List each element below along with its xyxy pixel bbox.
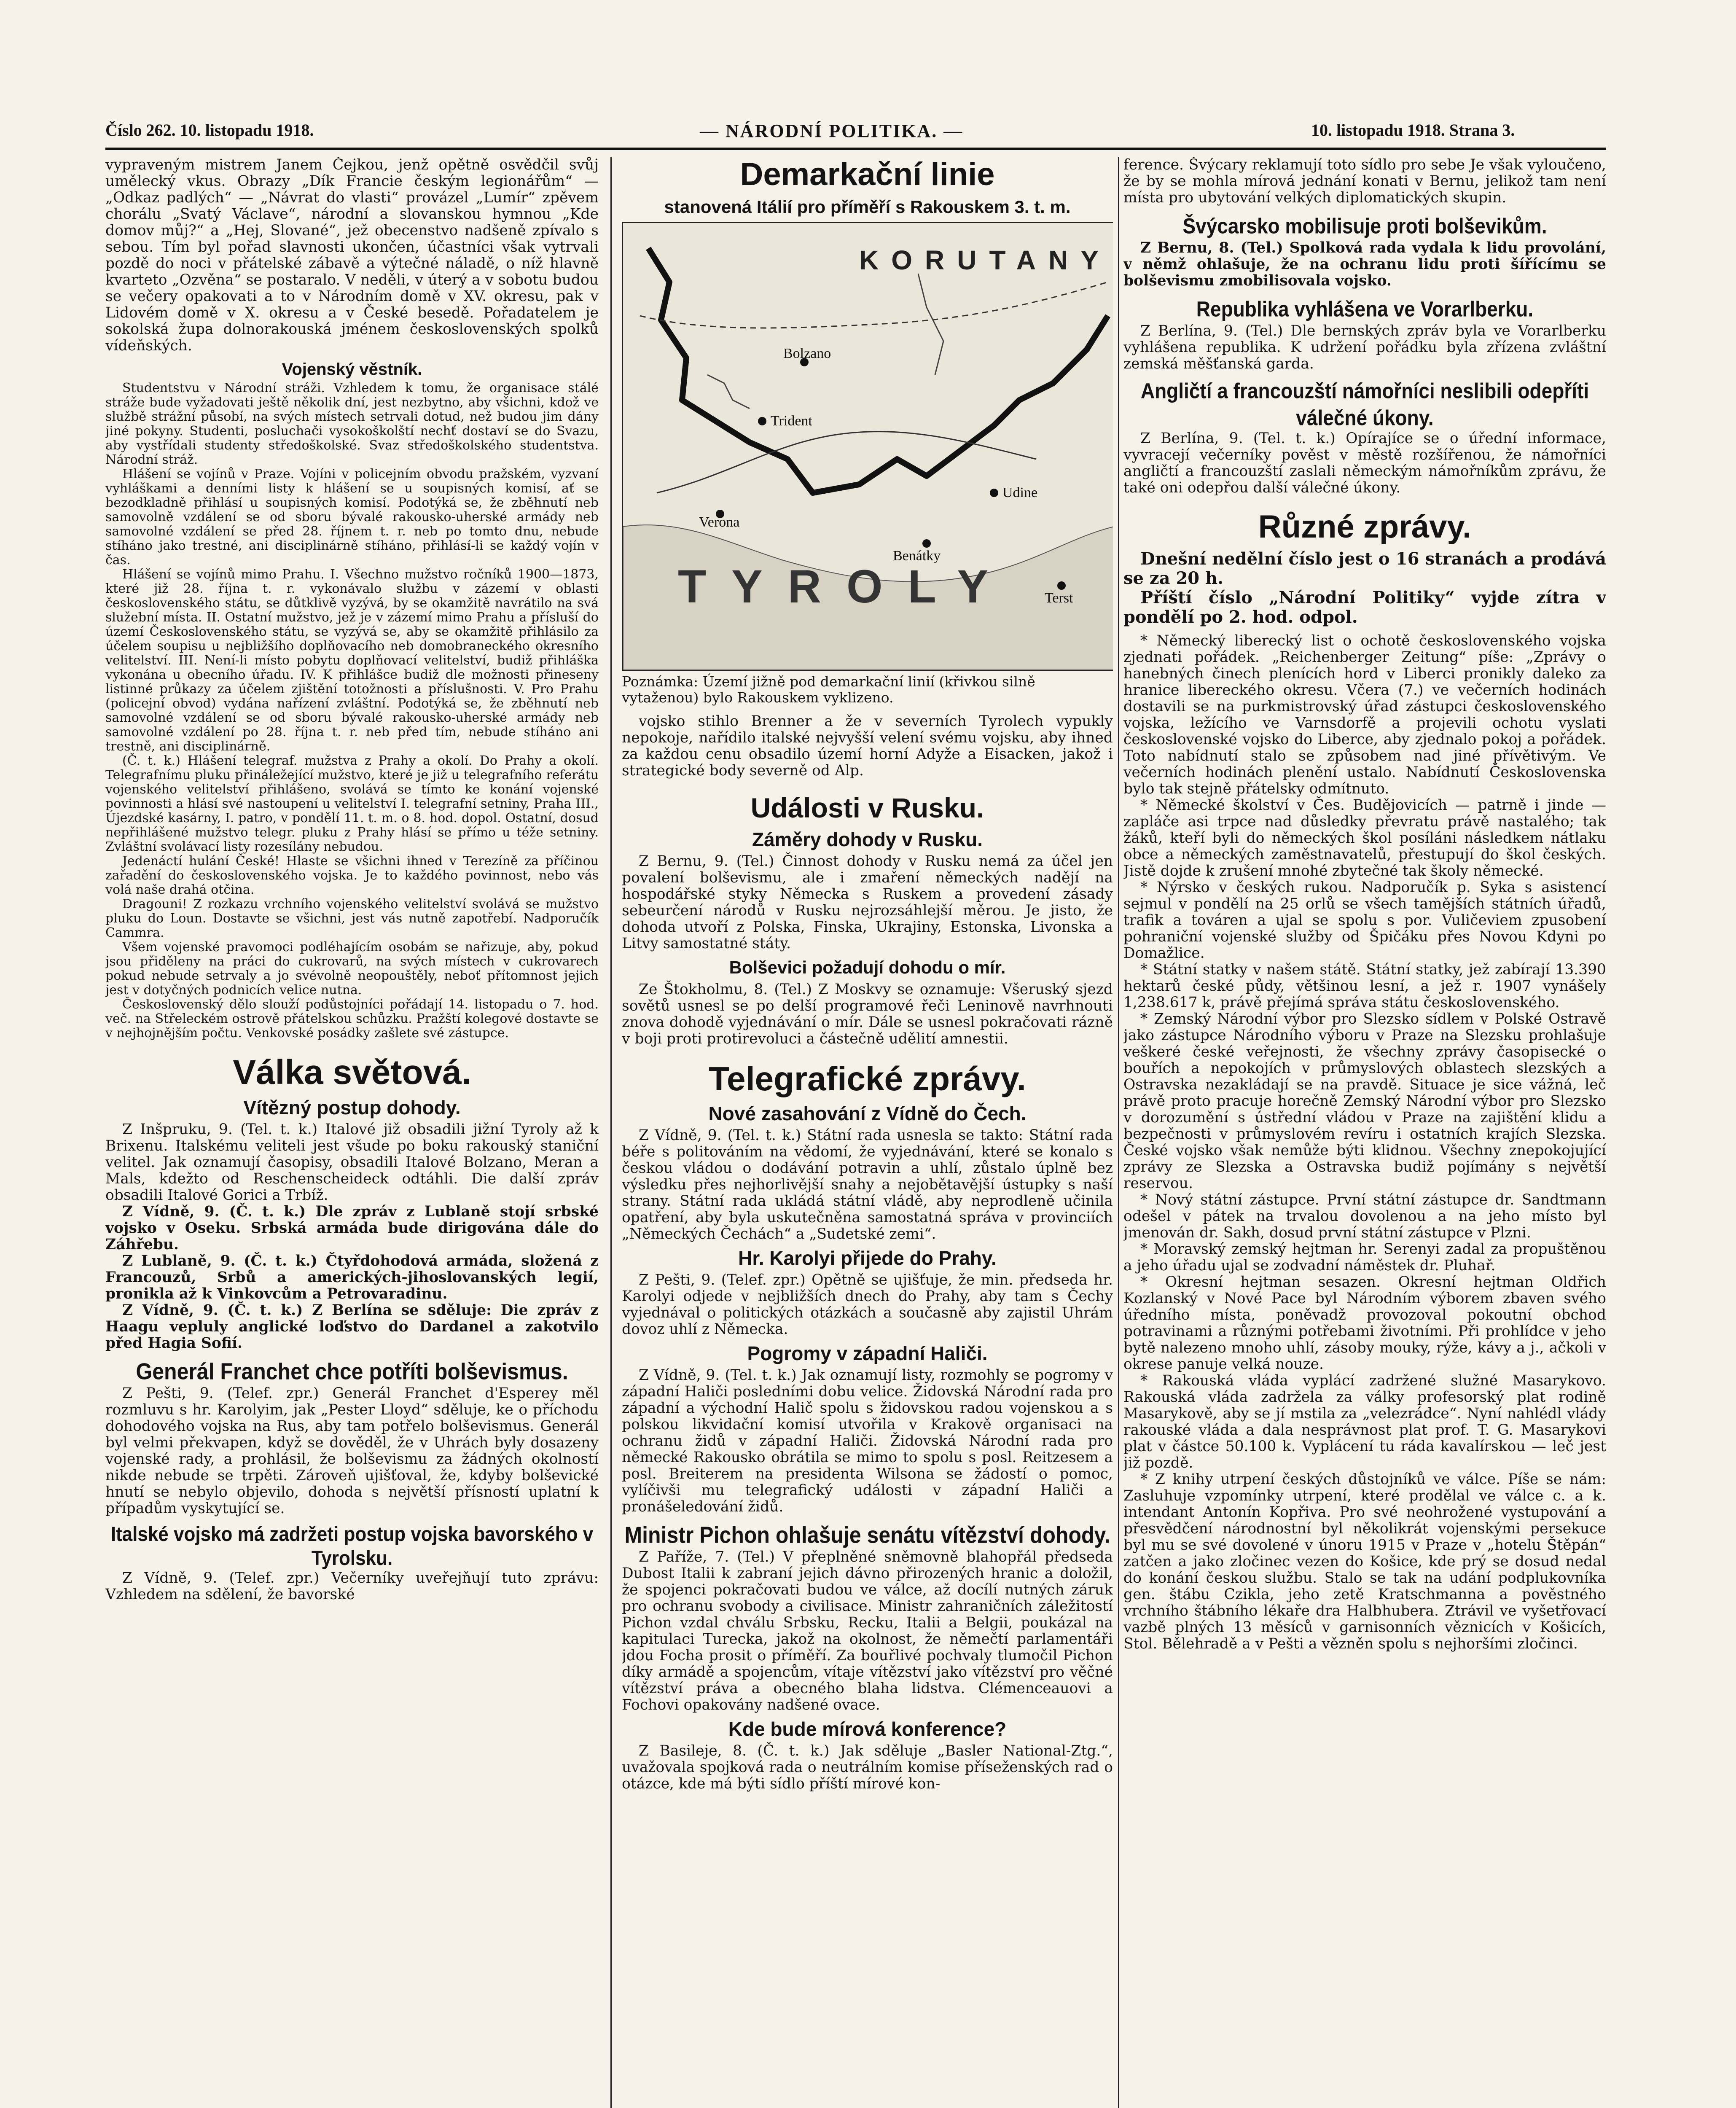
column-divider-2 [1118, 157, 1119, 2108]
article-paragraph: Z Vídně, 9. (Č. t. k.) Dle zpráv z Lublaně stojí srbské vojsko v Oseku. Srbská armáda bude dirigována dále do Záhřebu. [105, 1203, 599, 1253]
section-heading-vojensky-vestnik: Vojenský věstník. [282, 360, 422, 379]
headline-italske-vojsko: Italské vojsko má zadržeti postup vojska bavorského v Tyrolsku. [110, 1522, 594, 1570]
article-paragraph: Z Vídně, 9. (Tel. t. k.) Jak oznamují listy, rozmohly se pogromy v západní Haliči posledními dobu velice. Židovská Národní rada pro západní a východní Halič spolu s židovskou radou vojenskou a s polskou likvidační komisí utvořila v Krakově organisaci na ochranu židů v západní Haliči. Židovská Národní rada pro německé Rakousko obrátila se mimo to spolu s posl. Reitzesem a posl. Breiterem na presidenta Wilsona se žádostí o pomoc, vylíčivši mu telegrafický události v západní Haliči a pronášeledování židů. [622, 1367, 1113, 1515]
column-3 [1123, 157, 1606, 2108]
demarcation-line-map [622, 222, 1113, 671]
map-label: KORUTANY [859, 245, 1111, 275]
article-paragraph: Z Vídně, 9. (Č. t. k.) Z Berlína se sděluje: Die zpráv z Haagu vepluly anglické loďstvo do Dardanel a zakotvilo před Hagia Sofií. [105, 1302, 599, 1352]
subheading-karolyi: Hr. Karolyi přijede do Prahy. [738, 1247, 997, 1269]
article-paragraph: Z Pešti, 9. (Telef. zpr.) Opětně se ujišťuje, že min. předseda hr. Karolyi odjede v nejbližších dnech do Prahy, aby tam s Čechy vyjednával o politických otázkách a současně aby zajistil Uhrám dovoz uhlí z Německa. [622, 1272, 1113, 1338]
map-label: Terst [1045, 590, 1073, 606]
subheading-nove-zasahovani: Nové zasahování z Vídně do Čech. [708, 1102, 1027, 1124]
headline-ministr-pichon: Ministr Pichon ohlašuje senátu vítězství dohody. [624, 1522, 1110, 1548]
article-paragraph: Z Berlína, 9. (Tel. t. k.) Opírajíce se o úřední informace, vyvracejí večerníky pověst v městě rozšířenou, že námořníci angličtí a francouzští zaslali německým námořníkům zprávu, že také oni odepřou další válečné úkony. [1123, 430, 1606, 496]
masthead-rule [105, 148, 1606, 150]
notice-paragraph: Dragouni! Z rozkazu vrchního vojenského velitelství svolává se mužstvo pluku do Loun. Dostavte se všichni, jest vás nutně zapotřebí. Nadporučík Cammra. [105, 897, 599, 940]
article-paragraph: * Okresní hejtman sesazen. Okresní hejtman Oldřich Kozlanský v Nové Pace byl Národním výborem zbaven svého úředního místa, poněvadž provozoval pokoutní obchod potravinami a různými potřebami životními. Při prohlídce v jeho bytě nalezeno mnoho uhlí, zásoby mouky, rýže, kávy a j., ačkoli v okrese panuje velká nouze. [1123, 1274, 1606, 1373]
section-heading-ruzne-zpravy: Různé zprávy. [1258, 509, 1472, 545]
article-paragraph: * Nový státní zástupce. První státní zástupce dr. Sandtmann odešel v pátek na trvalou dovolenou a na jeho místo byl jmenován dr. Sakh, dosud první státní zástupce v Plzni. [1123, 1191, 1606, 1241]
article-paragraph: vojsko stihlo Brenner a že v severních Tyrolech vypukly nepokoje, nařídilo italské nejvyšší velení svému vojsku, aby ihned za každou cenu obsadilo území horní Adyže a Eisacken, jakož i strategické body severně od Alp. [622, 713, 1113, 779]
notice-issue-pages: Dnešní nedělní číslo jest o 16 stranách a prodává se za 20 h. [1123, 549, 1606, 588]
subheading-bolsevici: Bolševici požadují dohodu o mír. [729, 957, 1006, 977]
article-paragraph: Z Lublaně, 9. (Č. t. k.) Čtyřdohodová armáda, složená z Francouzů, Srbů a amerických-jihoslovanských legií, pronikla až k Vinkovcům a Petrovaradinu. [105, 1253, 599, 1302]
article-paragraph: * Zemský Národní výbor pro Slezsko sídlem v Polské Ostravě jako zástupce Národního výboru v Praze na Slezsku prohlašuje veškeré české veřejnosti, že všechny zprávy časopisecké o bouřích a nepokojích v průmyslových oblastech slezských a Ostravska nezakládají se na pravdě. Situace je sice vážná, leč právě proto pracuje horečně Zemský Národní výbor pro Slezsko v dorozumění s ústřední vládou v Praze na zajištění klidu a bezpečnosti v průmyslovém revíru i ostatních krajích Slezska. České vojsko však nemůže býti klidnou. Všechny znepokojující zprávy ze Slezska a Ostravska budiž pojímány s největší reservou. [1123, 1011, 1606, 1192]
headline-vorarlberk: Republika vyhlášena ve Vorarlberku. [1196, 297, 1534, 321]
notice-paragraph: Hlášení se vojínů mimo Prahu. I. Všechno mužstvo ročníků 1900—1873, které již 28. října t. r. vykonávalo službu v zázemí v oblasti československého státu, se důtklivě vyzývá, by se okamžitě navrátilo na svá služební místa. II. Ostatní mužstvo, jež je v zázemí mimo Prahu a přísluší do území Československého státu, se vyzývá se, aby se okamžitě přihlásilo za účelem soupisu u nejbližšího doplňovacího neb domobraneckého okresního velitelství. III. Není-li místo pobytu doplňovací velitelství, budiž přihláška vykonána u obecního úřadu. IV. K přihlášce budiž dle možnosti přineseny listinné průkazy za účelem zjištění totožnosti a příslušnosti. V. Pro Prahu (policejní obvod) vydána nařízení zvláštní. Podotýká se, že zběhnutí neb samovolné vzdálení se od sboru bývalé rakousko-uherské armády neb samovolné vzdálení po 28. října t. r. neb před tím, nebude stíháno ani trestně, ani disciplinárně. [105, 567, 599, 754]
section-heading-telegraficke-zpravy: Telegrafické zprávy. [709, 1060, 1026, 1097]
map-label: Udine [1002, 485, 1038, 500]
column-2 [622, 157, 1113, 2108]
article-paragraph: Z Vídně, 9. (Tel. t. k.) Státní rada usnesla se takto: Státní rada béře s politováním na vědomí, že vyjednávání, které se konalo s českou vládou o dodávání potravin a uhlí, zůstalo úplně bez výsledku přes nejhorlivější snahy a nejobětavější ústupky s naší strany. Státní rada ukládá státní vládě, aby neprodleně učinila opatření, aby byla uskutečněna samostatná správa v provinciích „Německých Čechách“ a „Sudetské zemi“. [622, 1127, 1113, 1242]
article-paragraph: Z Vídně, 9. (Telef. zpr.) Večerníky uveřejňují tuto zprávu: Vzhledem na sdělení, že bavorské [105, 1570, 599, 1603]
page-date-number: 10. listopadu 1918. Strana 3. [1311, 121, 1515, 140]
article-paragraph: Z Bernu, 8. (Tel.) Spolková rada vydala k lidu provolání, v němž ohlašuje, že na ochranu lidu proti šířícímu se bolševismu zmobilisovala vojsko. [1123, 239, 1606, 289]
notice-paragraph: Studentstvu v Národní stráži. Vzhledem k tomu, že organisace stálé stráže bude vyžadovati ještě několik dní, jest nezbytno, aby všichni, kdož ve službě strážní působí, na svých místech setrvali dotud, než budou jim dány jiné pokyny. Studenti, posluchači vysokoškolští nechť dostaví se do Svazu, aby vystřídali studenty středoškolské. Svaz středoškolského studentstva. Národní stráž. [105, 381, 599, 467]
headline-general-franchet: Generál Franchet chce potříti bolševismus. [136, 1358, 568, 1385]
subheading-mirova-konference: Kde bude mírová konference? [728, 1718, 1007, 1740]
article-paragraph: Z Bernu, 9. (Tel.) Činnost dohody v Rusku nemá za účel jen povalení bolševismu, ale i zmaření německých nadějí na hospodářské styky Německa s Ruskem a provedení zásady sebeurčení národů v Rusku nejrozsáhlejší měrou. Je jisto, že dohoda utvoří z Polska, Finska, Ukrajiny, Estonska, Livonska a Litvy samostatné státy. [622, 853, 1113, 952]
article-paragraph: * Státní statky v našem státě. Státní statky, jež zabírají 13.390 hektarů české půdy, většinou lesní, a jež r. 1907 vynášely 1,238.617 k, právě přejímá správa státu československého. [1123, 961, 1606, 1011]
notice-next-issue: Příští číslo „Národní Politiky“ vyjde zítra v pondělí po 2. hod. odpol. [1123, 588, 1606, 627]
subheading-zamery-dohody: Záměry dohody v Rusku. [752, 828, 983, 850]
column-1 [105, 157, 599, 2108]
map-caption: Poznámka: Území jižně pod demarkační linií (křivkou silně vytaženou) bylo Rakouskem vyklizeno. [622, 673, 1035, 706]
notice-paragraph: Československý dělo slouží podůstojníci pořádají 14. listopadu o 7. hod. več. na Střeleckém ostrově přátelskou schůzku. Pražští kolegové dostavte se v nejhojnějším počtu. Venkovské posádky zašlete své zástupce. [105, 997, 599, 1041]
map-label: Verona [699, 514, 740, 530]
map-drawing [623, 223, 1113, 670]
map-label: Trident [771, 413, 812, 429]
map-label: Bolzano [783, 346, 831, 361]
notice-paragraph: (Č. t. k.) Hlášení telegraf. mužstva z Prahy a okolí. Do Prahy a okolí. Telegrafnímu pluku přináležející mužstvo, které je již u telegrafního referátu vojenského velitelství přihlášeno, svolává se tímto ke konání vojenské povinnosti a hlásí své nastoupení u velitelství I. telegrafní setniny, Praha III., Újezdské kasárny, I. patro, v pondělí 11. t. m. o 8. hod. dopol. Ostatní, dosud nepřihlášené mužstvo telegr. pluku z Prahy hlásí se přímo u téže setniny. Zvláštní svolávací listy rozesílány nebudou. [105, 753, 599, 854]
headline-svycarsko: Švýcarsko mobilisuje proti bolševikům. [1182, 214, 1547, 238]
map-label: TYROLY [678, 561, 1014, 613]
column-divider-1 [610, 157, 612, 2108]
section-heading-udalosti-v-rusku: Události v Rusku. [750, 792, 984, 823]
article-paragraph: Z Pešti, 9. (Telef. zpr.) Generál Franchet d'Esperey měl rozmluvu s hr. Karolyim, jak „Pester Lloyd“ sděluje, ke o příchodu dohodového vojska na Rus, aby tam potřelo bolševismus. Generál byl velmi překvapen, když se dověděl, že v Uhrách byly dosazeny vojenské rady, a prohlásil, že bolševismu za žádných okolností nikde nebude se trpěti. Zároveň ujišťoval, že, kdyby bolševické hnutí se nebylo objevilo, dohoda s největší přísností uplatní k případům vyskytující se. [105, 1385, 599, 1517]
article-paragraph: * Nýrsko v českých rukou. Nadporučík p. Syka s asistencí sejmul v pondělí na 25 orlů se všech tamějších státních úřadů, trafik a továren a ujal se spolu s por. Vuličeviem zpusobení pohraniční vojenské služby od Špičáku přes Novou Kdyni po Domažlice. [1123, 879, 1606, 962]
headline-demarkacni-linie: Demarkační linie [740, 157, 995, 192]
article-paragraph: Ze Štokholmu, 8. (Tel.) Z Moskvy se oznamuje: Všeruský sjezd sovětů usnesl se po delší programové řeči Leninově navrhnouti znova dohodě vyjednávání o mír. Dále se usnesl pokračovati rázně v boji proti protirevoluci a částečně udělití amnestii. [622, 981, 1113, 1047]
map-label: Benátky [893, 548, 941, 564]
article-paragraph: * Z knihy utrpení českých důstojníků ve válce. Píše se nám: Zasluhuje vzpomínky utrpení, které prodělal ve válce c. a k. intendant Antonín Kopřiva. Pro své neohrožené vystupování a přesvědčení národnostní byl několikrát vojenskými persekuce byl mu se své dovolené v únoru 1915 v Praze v „hotelu Štěpán“ zatčen a jako zločinec vezen do Košice, kde prý se dosud nedal do konání českou službu. Stalo se tak na udání podplukovníka gen. štábu Czikla, jeho zetě Kratschmanna a pověstného vrchního štábního lékaře dra Halbhubera. Ztrávil ve vyšetřovací vazbě plných 13 měsíců v garnisonních věznicích v Košicích, Stol. Bělehradě a v Pešti a vězněn spolu s nejhoršími zločinci. [1123, 1471, 1606, 1652]
article-paragraph: * Moravský zemský hejtman hr. Serenyi zadal za propuštěnou a jeho úřadu ujal se zodvadní náměstek dr. Pluhař. [1123, 1241, 1606, 1274]
subheading-vitezny-postup: Vítězný postup dohody. [243, 1097, 461, 1119]
article-paragraph: * Německé školství v Čes. Budějovicích — patrně i jinde — zapláče asi trpce nad důsledky převratu právě nastalého; tak žáků, kteří byli do německých škol posíláni následkem nátlaku obce a německých zaměstnavatelů, přestupují do škol českých. Jistě dojde k zrušení mnohé zbytečné tak školy německé. [1123, 797, 1606, 879]
article-paragraph: Z Berlína, 9. (Tel.) Dle bernských zpráv byla ve Vorarlberku vyhlášena republika. K udržení pořádku byla zřízena zvláštní zemská měšťanská garda. [1123, 323, 1606, 372]
notice-paragraph: Hlášení se vojínů v Praze. Vojíni v policejním obvodu pražském, vyzvaní vyhláškami a denními listy k hlášení se u soupisných komisí, ať se bezodkladně přihlásí u soupisných komisí. Podotýká se, že zběhnutí neb samovolně vzdálení se od sboru bývalé rakousko-uherské armády neb samovolné vzdálení se před 28. říjnem t. r. neb po tomto dnu, nebude stíháno jako trestné, ani disciplinárně stíháno, přihlásí-li se každý vojín v čas. [105, 467, 599, 567]
notice-paragraph: Jedenáctí hulání České! Hlaste se všichni ihned v Terezíně za příčinou zařadění do československého vojska. Je to každého povinnost, nebo vás volá naše drahá otčina. [105, 854, 599, 897]
notice-paragraph: Všem vojenské pravomoci podléhajícím osobám se nařizuje, aby, pokud jsou přiděleny na práci do cukrovarů, na svých místech v cukrovarech pokud nebude setrvaly a jo svévolně neopouštěly, neboť přítomnost jejich jest v dotyčných podnicích velice nutna. [105, 940, 599, 998]
article-paragraph: Z Basileje, 8. (Č. t. k.) Jak sděluje „Basler National-Ztg.“, uvažovala spojková rada o neutrálním komise příseženských rad o otázce, kde má býti sídlo příští mírové kon- [622, 1742, 1113, 1792]
issue-number-date: Číslo 262. 10. listopadu 1918. [105, 121, 314, 140]
article-paragraph: Z Inšpruku, 9. (Tel. t. k.) Italové již obsadili jižní Tyroly až k Brixenu. Italskému veliteli jest všude po boku rakouský staniční velitel. Jak oznamují časopisy, obsadili Italové Bolzano, Meran a Mals, kdežto od Reschenscheideck odtáhli. Die další zpráv obsadili Italové Gorici a Trbíž. [105, 1121, 599, 1204]
subheading-demarkacni-linie: stanovená Itálií pro příměří s Rakouskem 3. t. m. [664, 197, 1071, 217]
newspaper-title: — NÁRODNÍ POLITIKA. — [700, 121, 964, 141]
article-paragraph: Z Paříže, 7. (Tel.) V přeplněné sněmovně blahopřál předseda Dubost Italii k zabraní jejich dávno přirozených hranic a doložil, že spojenci pokračovati budou ve válce, až docílí nutných záruk pro ochranu svobody a civilisace. Ministr zahraničních záležitostí Pichon vzdal chválu Srbsku, Recku, Italii a Belgii, poukázal na kapitulaci Turecka, jakož na okolnost, že němečtí parlamentáři jdou Focha prosit o příměří. Za bouřlivé pochvaly tlumočil Pichon díky armádě a spojencům, vítaje vítězství jako vítězství pro věčné vítězství práva a obecného blaha lidstva. Clémenceauovi a Fochovi opakovány nadšené ovace. [622, 1549, 1113, 1713]
article-paragraph: ference. Švýcary reklamují toto sídlo pro sebe Je však vyloučeno, že by se mohla mírová jednání konati v Bernu, jelikož tam není místa pro ubytování velkých diplomatických skupin. [1123, 157, 1606, 206]
headline-namornici: Angličtí a francouzští námořníci neslibili odepříti válečné úkony. [1140, 379, 1589, 430]
subheading-pogromy: Pogromy v západní Haliči. [747, 1342, 988, 1364]
section-heading-valka-svetova: Válka světová. [233, 1053, 471, 1092]
article-paragraph: * Německý liberecký list o ochotě československého vojska zjednati pořádek. „Reichenberger Zeitung“ píše: „Zprávy o hanebných činech plenících hord v Liberci pronikly daleko za hranice libereckého okresu. Včera (7.) ve večerních hodinách dostavili se na purkmistrovský úřad zástupci československého vojska, ležícího ve Varnsdorfě a projevili ochotu vyslati československé vojsko do Liberce, aby zjednalo pokoj a pořádek. Toto nabídnutí stalo se způsobem nad jiné přívětivým. Ve večerních hodinách plenění ustalo. Nabídnutí Československa bylo tak stejně přátelsky odmítnuto. [1123, 632, 1606, 797]
article-paragraph: * Rakouská vláda vyplácí zadržené služné Masarykovo. Rakouská vláda zadržela za války profesorský plat rodině Masarykově, aby se jí mstila za „velezrádce“. Nyní nahlédl vlády rakouské vláda a dala nesprávnost plat prof. T. G. Masarykovi plat v částce 50.100 k. Vyplácení tu ráda kavalírskou — leč jest již pozdě. [1123, 1372, 1606, 1471]
masthead [25, 120, 1627, 150]
article-paragraph: vypraveným mistrem Janem Čejkou, jenž opětně osvědčil svůj umělecký vkus. Obrazy „Dík Francie českým legionářům“ — „Odkaz padlých“ — „Návrat do vlasti“ provázel „Lumír“ zpěvem chorálu „Svatý Václave“, národní a slovanskou hymnou „Kde domov můj?“ a „Hej, Slované“, jež obecenstvo nadšeně zpívalo s sebou. Tím byl pořad slavnosti ukončen, účastníci však vytrvali pozdě do noci v přátelské zábavě a výtečné náladě, o níž hlavně kvarteto „Ozvěna“ se postaralo. V neděli, v úterý a v sobotu budou se večery opakovati a to v Národním domě v XV. okresu, pak v Lidovém domě v X. okresu a v České besedě. Pořadatelem je sokolská župa dolnorakouská jménem československých spolků vídeňských. [105, 157, 599, 354]
